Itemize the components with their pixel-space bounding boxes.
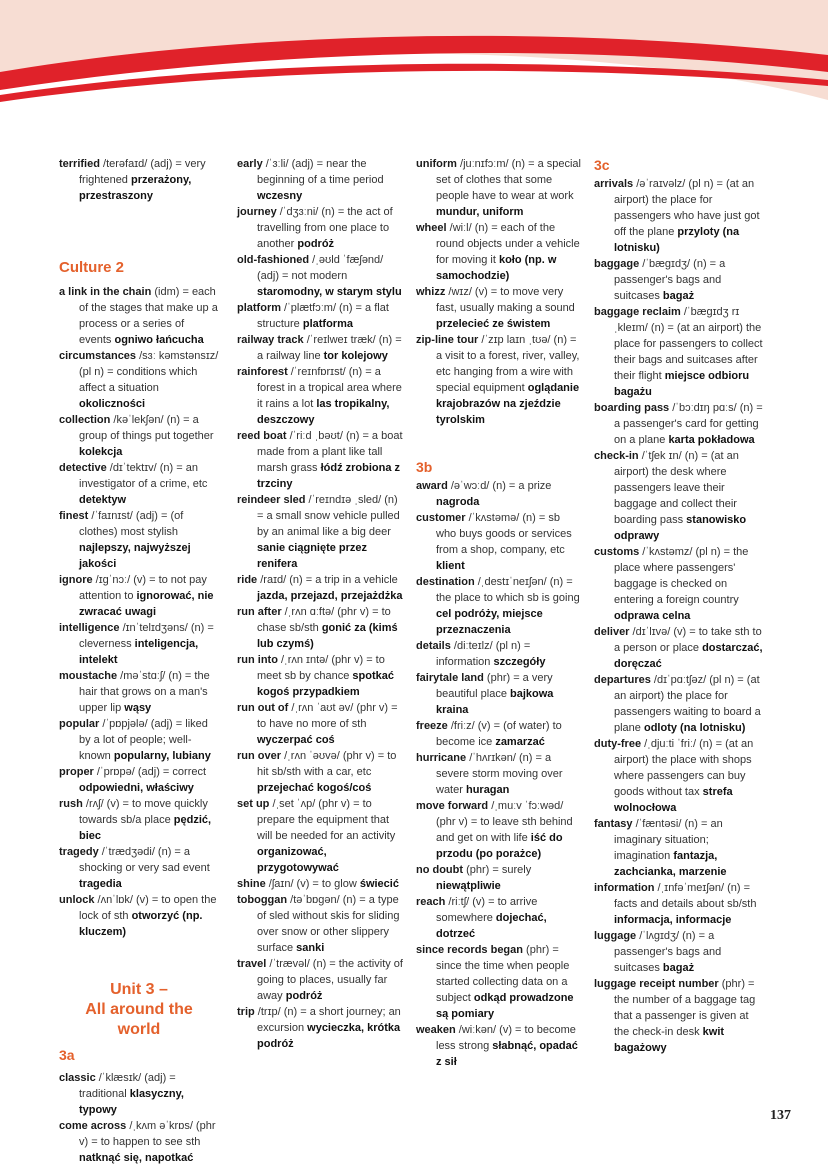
translation: sanki [296,942,325,954]
translation: dojechać, dotrzeć [436,912,547,940]
headword: arrivals [594,178,634,190]
translation: przyloty (na lotnisku) [614,226,740,254]
headword: rush [59,798,83,810]
glossary-entry [416,718,581,750]
unit-title-line-3: world [117,1021,161,1038]
definition: /məˈstɑːʃ/ (n) = the hair that grows on a man's upper lip [79,670,210,714]
definition: /ˈprɒpə/ (adj) = correct [93,766,207,778]
section-heading-culture-2: Culture 2 [59,259,125,276]
glossary-entry [416,156,581,220]
definition: /sɜː kəmstənsɪz/ (pl n) = conditions which affect a situation [79,350,219,394]
headword: luggage receipt number [594,978,719,990]
glossary-entry [237,892,405,956]
translation: przelecieć ze świstem [436,318,551,330]
definition: (phr) = a very beautiful place [436,672,553,700]
glossary-entry [59,1070,219,1118]
glossary-entry [594,928,764,976]
translation: gonić za (kimś lub czymś) [257,622,398,650]
translation: detektyw [79,494,127,506]
glossary-entry [594,448,764,544]
headword: collection [59,414,111,426]
headword: no doubt [416,864,464,876]
glossary-entry [594,736,764,816]
glossary-entry [416,862,581,894]
headword: customs [594,546,640,558]
definition: /ˈɜːli/ (adj) = near the beginning of a time period [257,158,384,186]
headword: platform [237,302,281,314]
headword: trip [237,1006,255,1018]
glossary-entry [416,798,581,862]
headword: move forward [416,800,489,812]
glossary-entry [594,400,764,448]
headword: ride [237,574,258,586]
entry-list [416,156,581,428]
translation: przejechać kogoś/coś [257,782,372,794]
glossary-entry [416,284,581,332]
definition: /əˈraɪvəlz/ (pl n) = (at an airport) the place for passengers who have just got off the plane [614,178,760,238]
translation: odloty (na lotnisku) [643,722,746,734]
definition: /diːteɪlz/ (pl n) = information [436,640,531,668]
translation: strefa wolnocłowa [614,786,733,814]
unit-title-line-2: All around the [85,1001,193,1018]
definition: /ˈklæsɪk/ (adj) = traditional [79,1072,176,1100]
headword: award [416,480,448,492]
definition: /kəˈlekʃən/ (n) = a group of things put together [79,414,214,442]
headword: reed boat [237,430,287,442]
headword: freeze [416,720,448,732]
glossary-entry [416,894,581,942]
definition: /raɪd/ (n) = a trip in a vehicle [257,574,398,586]
glossary-entry [416,478,581,510]
definition: /dɪˈlɪvə/ (v) = to take sth to a person or place [614,626,762,654]
glossary-entry [237,956,405,1004]
headword: circumstances [59,350,137,362]
translation: wąsy [124,702,152,714]
translation: karta pokładowa [668,434,755,446]
unit-title-line-1: Unit 3 – [110,981,168,998]
glossary-entry [59,620,219,668]
translation: natknąć się, napotkać [79,1152,194,1164]
translation: niewątpliwie [436,880,501,892]
definition: /ˈreɪnfɒrɪst/ (n) = a forest in a tropical area where it rains a lot [257,366,402,410]
translation: platforma [302,318,353,330]
translation: informacja, informacje [614,914,732,926]
translation: oglądanie krajobrazów na zjeździe tyrolskim [436,382,580,426]
glossary-entry [594,672,764,736]
definition: (phr) = the number of a baggage tag that a passenger is given at the check-in desk [614,978,756,1038]
glossary-entry [237,300,405,332]
headword: railway track [237,334,304,346]
definition: /juːnɪfɔːm/ (n) = a special set of clothes that some people have to wear at work [436,158,581,202]
translation: staromodny, w starym stylu [257,286,402,298]
headword: rainforest [237,366,288,378]
headword: destination [416,576,475,588]
glossary-entry [59,892,219,940]
glossary-entry [59,1118,219,1166]
headword: old-fashioned [237,254,310,266]
translation: klasyczny, typowy [79,1088,184,1116]
headword: unlock [59,894,95,906]
headword: run into [237,654,278,666]
translation: klient [436,560,465,572]
definition: /ˌəʊld ˈfæʃənd/ (adj) = not modern [257,254,384,282]
definition: /ˌmuːv ˈfɔːwəd/ (phr v) = to leave sth behind and get on with life [436,800,573,844]
glossary-entry [59,348,219,412]
glossary-entry [59,572,219,620]
glossary-entry [416,574,581,638]
entry-list [59,284,219,940]
headword: weaken [416,1024,456,1036]
definition: /ˈlʌgɪdʒ/ (n) = a passenger's bags and suitcases [614,930,722,974]
glossary-entry [416,510,581,574]
headword: come across [59,1120,127,1132]
glossary-entry [59,764,219,796]
column-1 [59,156,219,1166]
translation: najlepszy, najwyższej jakości [79,542,191,570]
glossary-entry [237,156,405,204]
glossary-entry [237,1004,405,1052]
definition: /friːz/ (v) = (of water) to become ice [436,720,562,748]
translation: miejsce odbioru bagażu [614,370,750,398]
definition: /ˈzɪp laɪn ˌtʊə/ (n) = a visit to a forest, river, valley, etc hanging from a wire with special equipment [436,334,580,394]
section-heading-3b: 3b [416,459,433,475]
headword: a link in the chain [59,286,152,298]
headword: fairytale land [416,672,484,684]
glossary-entry [416,638,581,670]
glossary-entry [59,412,219,460]
headword: early [237,158,263,170]
headword: toboggan [237,894,288,906]
definition: /rʌʃ/ (v) = to move quickly towards sb/a place [79,798,208,826]
glossary-entry [237,700,405,748]
definition: /dɪˈpɑːtʃəz/ (pl n) = (at an airport) the place for passengers waiting to board a plane [614,674,761,734]
glossary-entry [594,256,764,304]
translation: odkąd prowadzone są pomiary [436,992,574,1020]
translation: odpowiedni, właściwy [79,782,194,794]
translation: okoliczności [79,398,146,410]
translation: nagroda [436,496,480,508]
headword: check-in [594,450,639,462]
glossary-entry [416,942,581,1022]
headword: reach [416,896,446,908]
headword: uniform [416,158,457,170]
translation: ignorować, nie zwracać uwagi [79,590,214,618]
translation: dostarczać, doręczać [614,642,763,670]
translation: kolekcja [79,446,123,458]
definition: /ˈpɒpjələ/ (adj) = liked by a lot of people; well-known [79,718,208,762]
definition: /ˈreɪndɪə ˌsled/ (n) = a small snow vehicle pulled by an animal like a big deer [257,494,400,538]
translation: bajkowa kraina [436,688,554,716]
translation: pędzić, biec [79,814,212,842]
headword: details [416,640,451,652]
headword: boarding pass [594,402,670,414]
definition: /ɪnˈtelɪdʒəns/ (n) = cleverness [79,622,214,650]
glossary-entry [237,796,405,876]
definition: /ˈfaɪnɪst/ (adj) = (of clothes) most stylish [79,510,184,538]
translation: organizować, przygotowywać [257,846,339,874]
page-number: 137 [770,1108,791,1123]
headword: intelligence [59,622,120,634]
definition: /terəfaɪd/ (adj) = very frightened [79,158,206,186]
translation: bagaż [662,962,695,974]
headword: tragedy [59,846,99,858]
headword: moustache [59,670,118,682]
headword: run out of [237,702,289,714]
glossary-entry [237,252,405,300]
definition: /ˌdjuːti ˈfriː/ (n) = (at an airport) the place with shops where passengers can buy goods without tax [614,738,754,798]
definition: /ˈhʌrɪkən/ (n) = a severe storm moving over water [436,752,563,796]
definition: /ˈreɪlweɪ træk/ (n) = a railway line [257,334,402,362]
glossary-entry [416,332,581,428]
headword: set up [237,798,270,810]
glossary-entry [59,844,219,892]
translation: popularny, lubiany [113,750,211,762]
definition: /ˈkʌstəmə/ (n) = sb who buys goods or services from a shop, company, etc [436,512,572,556]
definition: /ɪgˈnɔː/ (v) = to not pay attention to [79,574,207,602]
definition: /ˈriːd ˌbəʊt/ (n) = a boat made from a plant like tall marsh grass [257,430,403,474]
entry-list [594,176,764,1056]
translation: las tropikalny, deszczowy [257,398,390,426]
translation: stanowisko odprawy [614,514,747,542]
headword: ignore [59,574,93,586]
glossary-entry [416,670,581,718]
headword: run over [237,750,282,762]
headword: travel [237,958,267,970]
headword: shine [237,878,266,890]
glossary-entry [237,332,405,364]
section-heading-3c: 3c [594,157,610,173]
glossary-entry [237,572,405,604]
definition: /trɪp/ (n) = a short journey; an excursion [254,1006,401,1034]
translation: słabnąć, opadać z sił [436,1040,578,1068]
definition: /riːtʃ/ (v) = to arrive somewhere [436,896,538,924]
translation: inteligencja, intelekt [79,638,199,666]
glossary-entry [59,156,219,204]
glossary-entry [59,284,219,348]
headword: detective [59,462,107,474]
headword: duty-free [594,738,642,750]
glossary-entry [416,1022,581,1070]
headword: proper [59,766,94,778]
glossary-entry [594,304,764,400]
definition: /ˈdʒɜːni/ (n) = the act of travelling from one place to another [257,206,393,250]
definition: (idm) = each of the stages that make up a process or a series of events [79,286,218,346]
translation: koło (np. w samochodzie) [436,254,557,282]
glossary-entry [59,668,219,716]
definition: /ˈfæntəsi/ (n) = an imaginary situation; imagination [614,818,723,862]
entry-list [59,156,219,204]
translation: sanie ciągnięte przez renifera [257,542,368,570]
translation: wycieczka, krótka podróż [257,1022,401,1050]
translation: szczegóły [493,656,546,668]
headword: popular [59,718,100,730]
headword: finest [59,510,89,522]
entry-list [59,1070,219,1166]
definition: (phr) = surely [463,864,532,876]
translation: przerażony, przestraszony [79,174,192,202]
definition: /ˈtʃek ɪn/ (n) = (at an airport) the desk where passengers leave their baggage and collect their boarding pass [614,450,739,526]
headword: baggage reclaim [594,306,681,318]
headword: reindeer sled [237,494,306,506]
headword: fantasy [594,818,633,830]
definition: /ˈplætfɔːm/ (n) = a flat structure [257,302,389,330]
translation: mundur, uniform [436,206,524,218]
glossary-entry [594,544,764,624]
entry-list [416,478,581,1070]
headword: hurricane [416,752,467,764]
definition: /ˌkʌm əˈkrɒs/ (phr v) = to happen to see sth [79,1120,216,1148]
translation: iść do przodu (po porażce) [436,832,563,860]
headword: zip-line tour [416,334,479,346]
translation: kwit bagażowy [614,1026,725,1054]
definition: /wiːkən/ (v) = to become less strong [436,1024,576,1052]
glossary-entry [59,796,219,844]
headword: run after [237,606,282,618]
definition: /wɪz/ (v) = to move very fast, usually making a sound [436,286,575,314]
glossary-entry [237,748,405,796]
headword: since records began [416,944,523,956]
glossary-entry [594,976,764,1056]
definition: /ˌset ˈʌp/ (phr v) = to prepare the equipment that will be needed for an activity [257,798,396,842]
translation: fantazja, zachcianka, marzenie [614,850,727,878]
headword: deliver [594,626,630,638]
translation: wczesny [257,190,303,202]
headword: journey [237,206,277,218]
glossary-entry [59,508,219,572]
definition: /ʃaɪn/ (v) = to glow [265,878,360,890]
translation: podróż [297,238,335,250]
column-3 [416,156,581,1070]
translation: tragedia [79,878,122,890]
glossary-entry [594,624,764,672]
translation: zamarzać [495,736,545,748]
glossary-entry [416,220,581,284]
definition: /ˈkʌstəmz/ (pl n) = the place where passengers' baggage is checked on entering a foreign country [614,546,749,606]
glossary-entry [237,492,405,572]
definition: /ˈbɔːdɪŋ pɑːs/ (n) = a passenger's card for getting on a plane [614,402,763,446]
translation: podróż [285,990,323,1002]
translation: świecić [359,878,399,890]
translation: otworzyć (np. kluczem) [79,910,203,938]
definition: /ʌnˈlɒk/ (v) = to open the lock of sth [79,894,217,922]
column-2 [237,156,405,1052]
glossary-entry [594,816,764,880]
translation: ogniwo łańcucha [114,334,204,346]
translation: wyczerpać coś [257,734,335,746]
headword: whizz [416,286,446,298]
glossary-entry [237,204,405,252]
translation: tor kolejowy [323,350,388,362]
definition: (phr) = since the time when people started collecting data on a subject [436,944,570,1004]
glossary-entry [237,652,405,700]
headword: departures [594,674,651,686]
glossary-entry [59,460,219,508]
decorative-banner [0,0,828,110]
translation: odprawa celna [614,610,691,622]
section-heading-3a: 3a [59,1047,75,1063]
headword: wheel [416,222,447,234]
headword: classic [59,1072,96,1084]
definition: /ˌrʌn ɑːftə/ (phr v) = to chase sb/sth [257,606,391,634]
definition: /ˌdestɪˈneɪʃən/ (n) = the place to which sb is going [436,576,580,604]
translation: huragan [465,784,510,796]
translation: jazda, przejazd, przejażdżka [257,590,403,602]
translation: łódź zrobiona z trzciny [257,462,401,490]
definition: /ˌrʌn ˈaʊt əv/ (phr v) = to have no more of sth [257,702,398,730]
definition: /wiːl/ (n) = each of the round objects under a vehicle for moving it [436,222,580,266]
headword: baggage [594,258,640,270]
glossary-entry [594,176,764,256]
definition: /ˈtrædʒədi/ (n) = a shocking or very sad event [79,846,210,874]
definition: /ˌrʌn ɪntə/ (phr v) = to meet sb by chance [257,654,385,682]
glossary-entry [594,880,764,928]
glossary-entry [416,750,581,798]
glossary-entry [59,716,219,764]
glossary-entry [237,604,405,652]
translation: spotkać kogoś przypadkiem [257,670,394,698]
definition: /dɪˈtektɪv/ (n) = an investigator of a crime, etc [79,462,208,490]
headword: luggage [594,930,637,942]
translation: bagaż [662,290,695,302]
definition: /əˈwɔːd/ (n) = a prize [447,480,552,492]
definition: /təˈbɒgən/ (n) = a type of sled without skis for sliding over snow or other slippery surface [257,894,400,954]
definition: /ˌɪnfəˈmeɪʃən/ (n) = facts and details about sb/sth [614,882,757,910]
glossary-entry [237,364,405,428]
definition: /ˈbægɪdʒ rɪˌkleɪm/ (n) = (at an airport) the place for passengers to collect their bags and suitcases after their flight [614,306,763,382]
definition: /ˈbægɪdʒ/ (n) = a passenger's bags and suitcases [614,258,726,302]
glossary-entry [237,876,405,892]
headword: customer [416,512,466,524]
translation: cel podróży, miejsce przeznaczenia [436,608,543,636]
column-4 [594,156,764,1056]
definition: /ˈtrævəl/ (n) = the activity of going to places, usually far away [257,958,403,1002]
definition: /ˌrʌn ˈəʊvə/ (phr v) = to hit sb/sth with a car, etc [257,750,397,778]
headword: terrified [59,158,100,170]
headword: information [594,882,655,894]
glossary-entry [237,428,405,492]
entry-list [237,156,405,1052]
